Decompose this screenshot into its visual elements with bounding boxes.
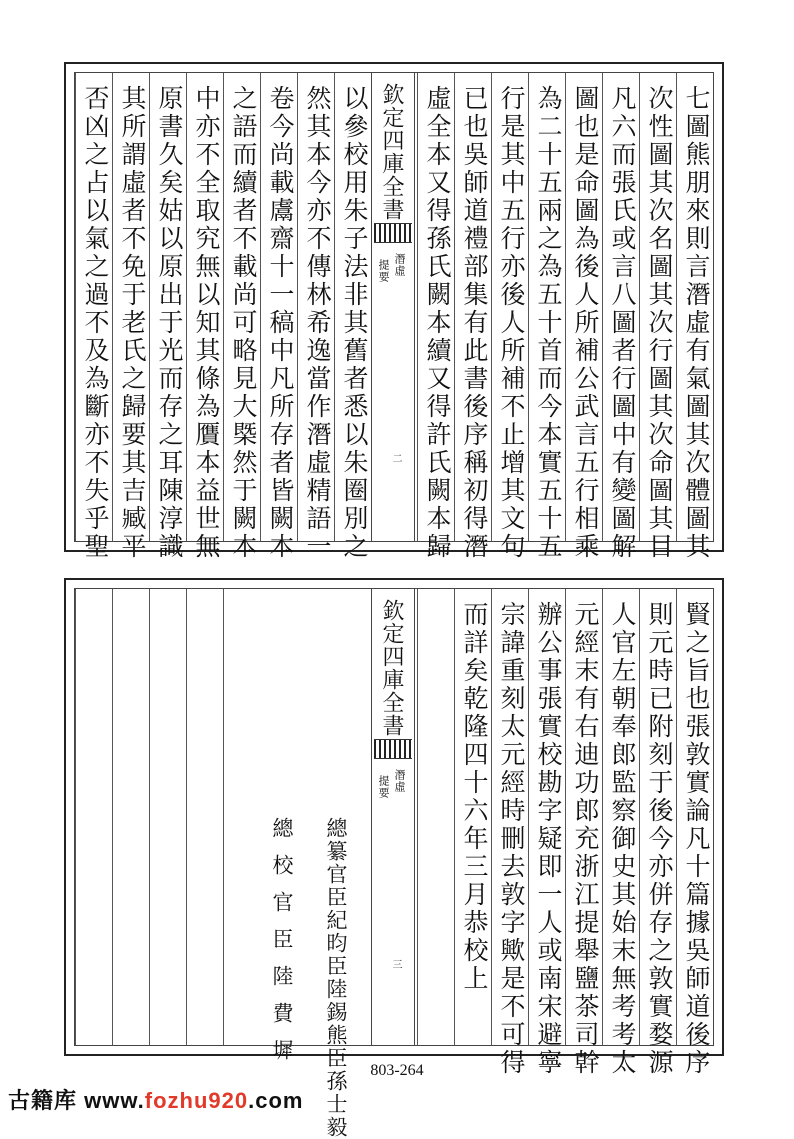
column-rule: [149, 589, 150, 1045]
column-rule: [602, 589, 603, 1045]
book-subtitle-a: 潛虛: [393, 253, 406, 277]
credit-proofreader: 總校官臣陸費墀: [270, 817, 294, 1076]
column-rule: [417, 589, 418, 1045]
text-column: 凡六而張氏或言八圖者行圖中有變圖解: [608, 85, 637, 561]
column-rule: [112, 73, 113, 541]
column-rule: [186, 73, 187, 541]
text-column: 七圖熊朋來則言潛虛有氣圖其次體圖其: [682, 85, 711, 561]
column-rule: [334, 73, 335, 541]
fish-tail-ornament: [374, 223, 412, 243]
top-page-frame: [74, 72, 714, 561]
text-column: 以參校用朱子法非其舊者悉以朱圈別之: [340, 85, 369, 561]
page-number: 803-264: [370, 1062, 424, 1079]
text-column: 已也吳師道禮部集有此書後序稱初得潛: [460, 85, 489, 561]
book-subtitle-b: 提要: [377, 775, 390, 799]
text-column: 然其本今亦不傳林希逸當作潛虛精語一: [303, 85, 332, 561]
text-column: 人官左朝奉郎監察御史其始末無考考太: [608, 601, 637, 1077]
column-rule: [454, 73, 455, 541]
column-rule: [565, 589, 566, 1045]
fish-tail-ornament: [374, 739, 412, 759]
column-rule: [528, 589, 529, 1045]
text-column: 行是其中五行亦後人所補不止增其文句: [497, 85, 526, 561]
page-marker: 三: [390, 959, 401, 969]
column-rule: [491, 589, 492, 1045]
column-rule: [223, 73, 224, 541]
credit-editors: 總纂官臣紀昀臣陸錫熊臣孫士毅: [324, 817, 348, 1139]
watermark-suffix: .com: [248, 1088, 304, 1113]
watermark-brand: fozhu920: [144, 1088, 249, 1113]
column-rule: [602, 73, 603, 541]
text-column: 虛全本又得孫氏闕本續又得許氏闕本歸: [423, 85, 452, 561]
text-column: 之語而續者不載尚可略見大槩然于闕本: [229, 85, 258, 561]
text-column: 圖也是命圖為後人所補公武言五行相乘: [571, 85, 600, 561]
text-column: 否凶之占以氣之過不及為斷亦不失乎聖: [81, 85, 110, 561]
text-column: 元經末有右迪功郎充浙江提舉鹽茶司幹: [571, 601, 600, 1077]
column-rule: [676, 73, 677, 541]
text-column: 辦公事張實校勘字疑即一人或南宋避寧: [534, 601, 563, 1077]
book-title: 欽定四庫全書: [379, 599, 404, 737]
text-column: 則元時已附刻于後今亦併存之敦實婺源: [645, 601, 674, 1077]
column-rule: [112, 589, 113, 1045]
text-column: 賢之旨也張敦實論凡十篇據吳師道後序: [682, 601, 711, 1077]
text-column: 宗諱重刻太元經時刪去敦字歟是不可得: [497, 601, 526, 1077]
text-column: 原書久矣姑以原出于光而存之耳陳淳識: [155, 85, 184, 561]
column-rule: [639, 589, 640, 1045]
book-subtitle-a: 潛虛: [393, 769, 406, 793]
watermark-prefix: 古籍库 www.: [8, 1088, 145, 1113]
book-title-strip-bottom: [371, 589, 415, 1045]
text-column: 次性圖其次名圖其次行圖其次命圖其目: [645, 85, 674, 561]
book-title-strip-top: [371, 73, 415, 541]
column-rule: [417, 73, 418, 541]
column-rule: [676, 589, 677, 1045]
text-column: 卷今尚載鬳齋十一稿中凡所存者皆闕本: [266, 85, 295, 561]
column-rule: [186, 589, 187, 1045]
text-column: 為二十五兩之為五十首而今本實五十五: [534, 85, 563, 561]
text-column: 其所謂虛者不免于老氏之歸要其吉臧平: [118, 85, 147, 561]
column-rule: [75, 73, 76, 541]
page-marker: 二: [390, 453, 401, 463]
column-rule: [75, 589, 76, 1045]
column-rule: [528, 73, 529, 541]
book-subtitle-b: 提要: [377, 259, 390, 283]
column-rule: [260, 73, 261, 541]
column-rule: [454, 589, 455, 1045]
column-rule: [149, 73, 150, 541]
column-rule: [297, 73, 298, 541]
top-page-panel: [64, 62, 724, 561]
text-column: 而詳矣乾隆四十六年三月恭校上: [460, 601, 489, 993]
column-rule: [639, 73, 640, 541]
text-column: 中亦不全取究無以知其條為贋本益世無: [192, 85, 221, 561]
book-title: 欽定四庫全書: [379, 83, 404, 221]
column-rule: [565, 73, 566, 541]
column-rule: [491, 73, 492, 541]
site-watermark: [8, 1084, 303, 1115]
column-rule: [223, 589, 224, 1045]
